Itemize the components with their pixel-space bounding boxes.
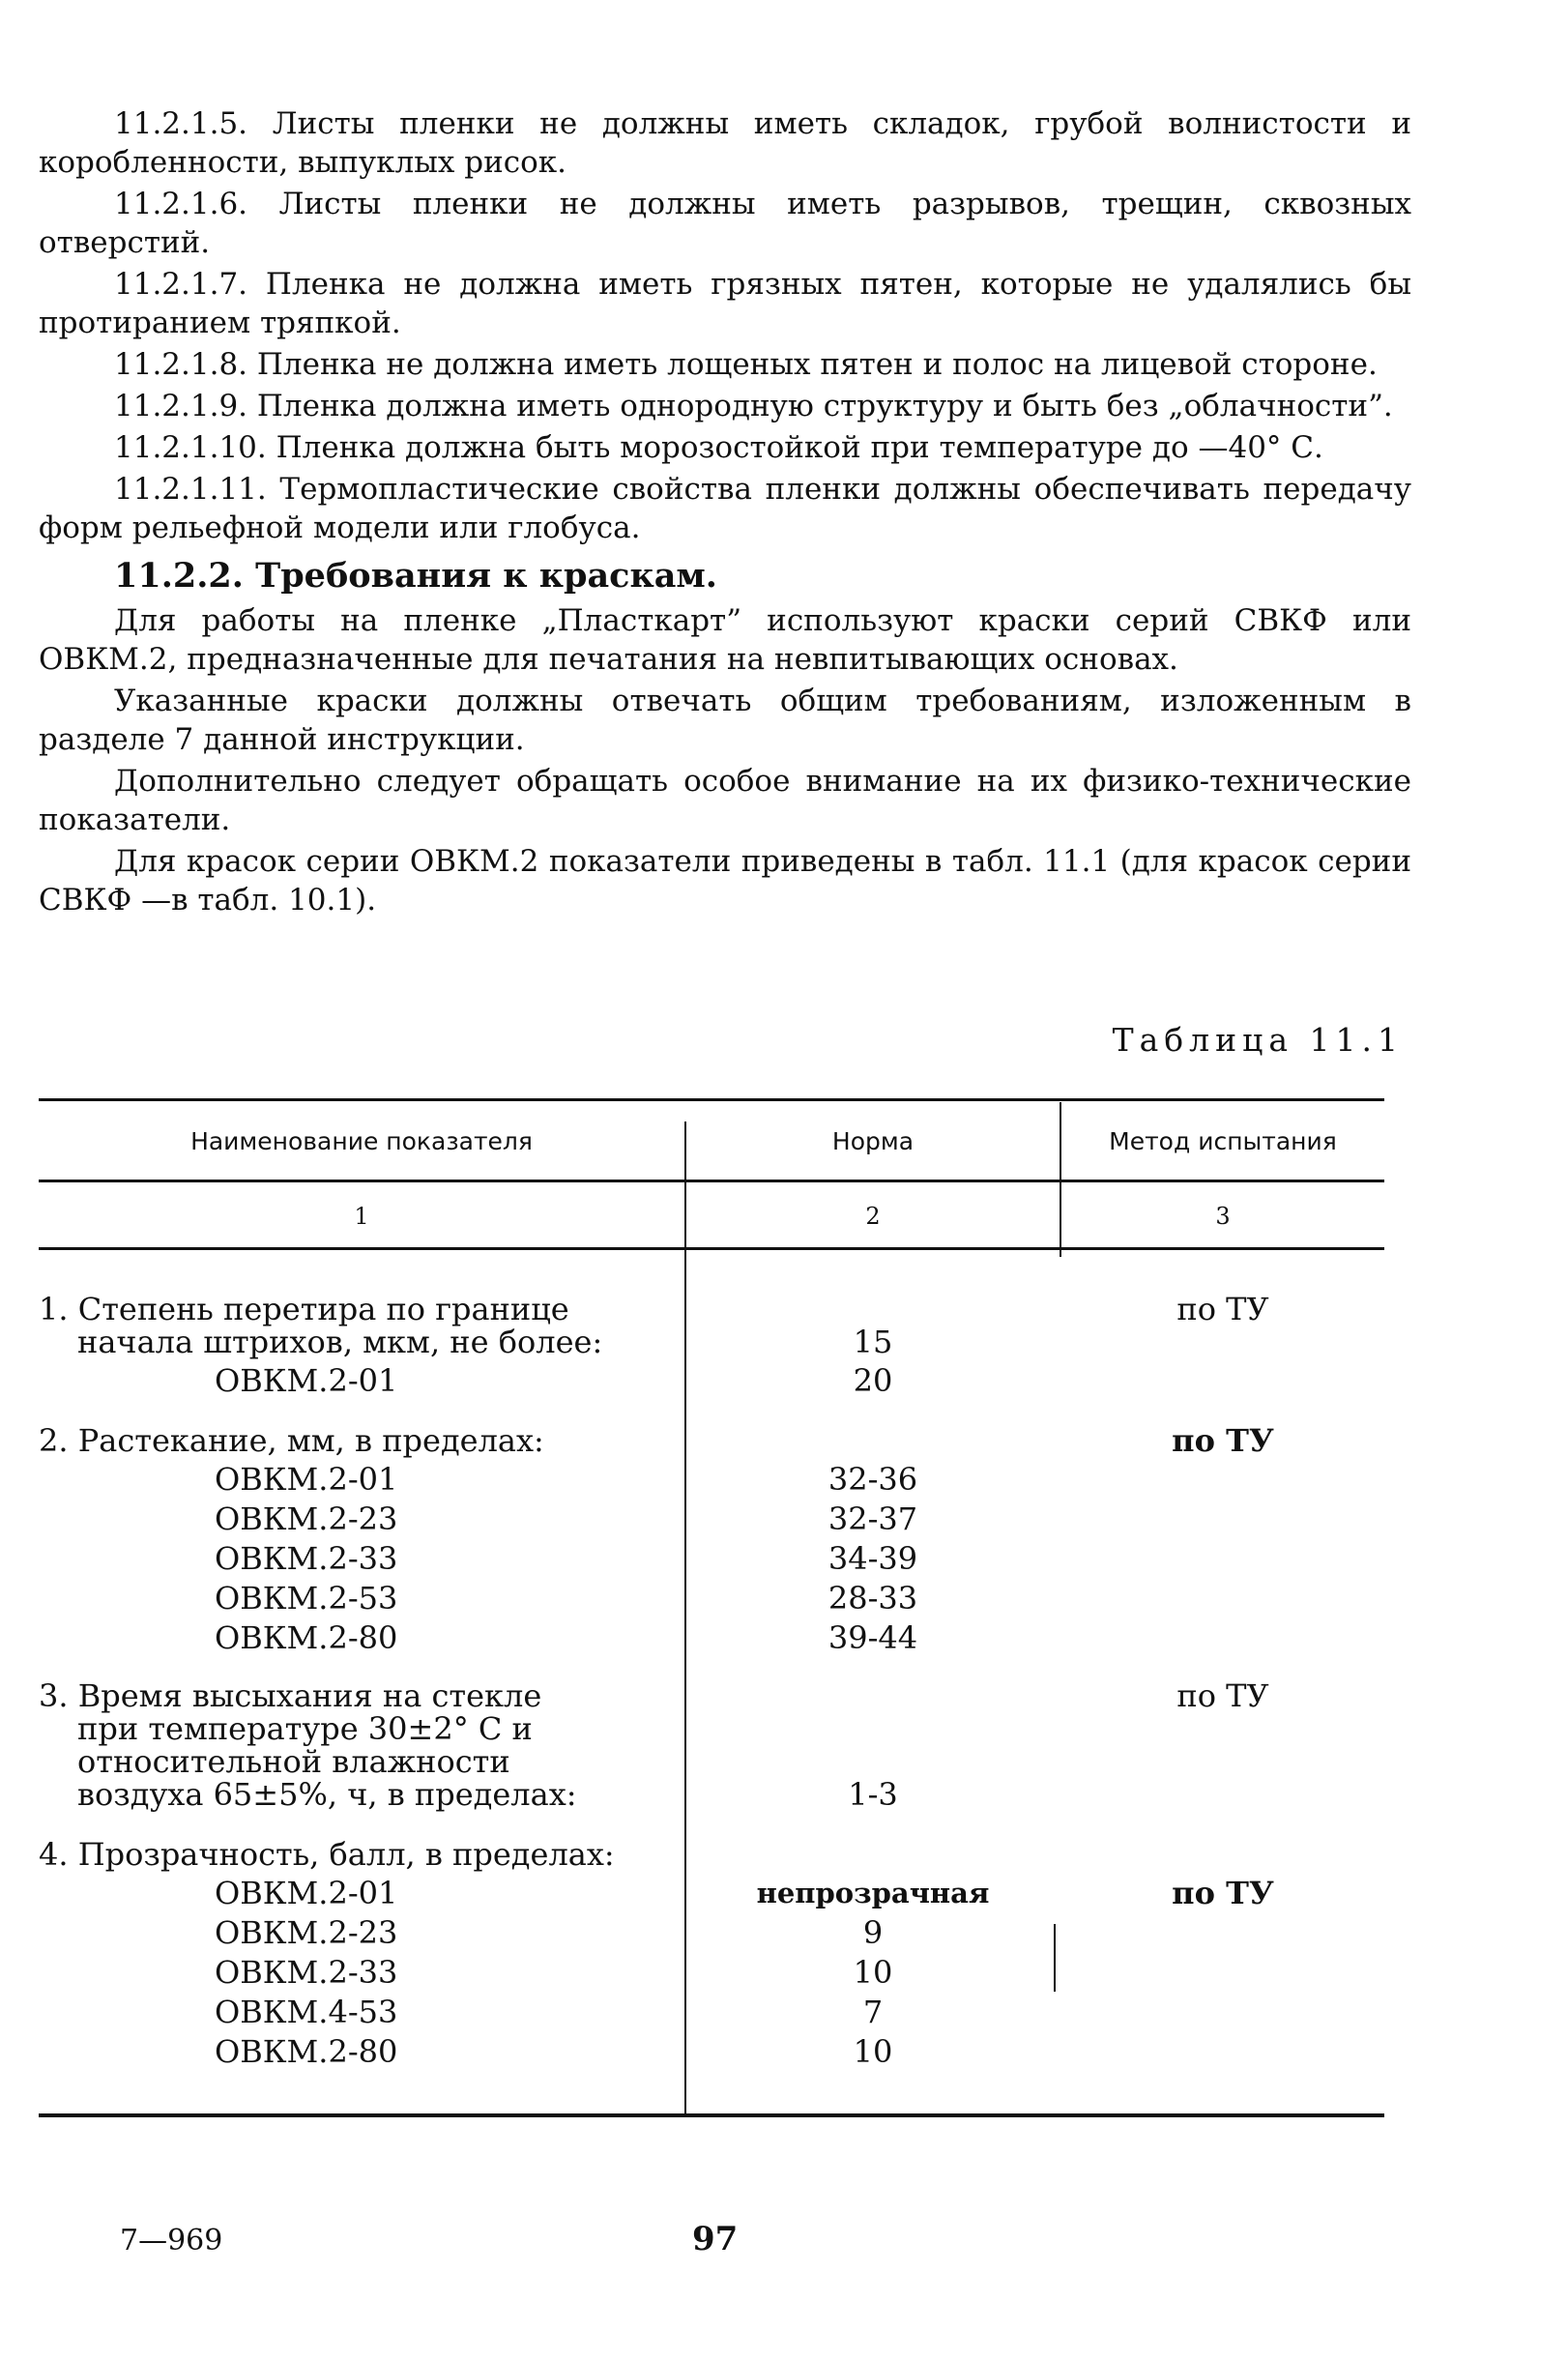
col-number-3: 3 xyxy=(1215,1203,1231,1230)
row-3-name-line-1: 3. Время высыхания на стекле xyxy=(39,1677,542,1714)
paragraph-inks-attention: Дополнительно следует обращать особое внимание на их физико-технические показатели. xyxy=(39,764,1411,837)
row-4-sub-5-norm: 10 xyxy=(853,2033,893,2070)
paragraph-inks-table-ref: Для красок серии ОВКМ.2 показатели приведены в табл. 11.1 (для красок серии СВКФ —в табл. 10.1). xyxy=(39,844,1411,918)
paragraph-11-2-1-10: 11.2.1.10. Пленка должна быть морозостойкой при температуре до —40° С. xyxy=(114,430,1323,465)
col-number-2: 2 xyxy=(865,1203,881,1230)
col-number-1: 1 xyxy=(354,1203,369,1230)
paragraph-11-2-1-8: 11.2.1.8. Пленка не должна иметь лощеных пятен и полос на лицевой стороне. xyxy=(114,347,1378,382)
row-4-name-line-1: 4. Прозрачность, балл, в пределах: xyxy=(39,1836,615,1873)
header-test-method: Метод испытания xyxy=(1109,1127,1337,1155)
paragraph-11-2-1-11: 11.2.1.11. Термопластические свойства пленки должны обеспечивать передачу форм рельефной модели или глобуса. xyxy=(39,472,1411,545)
row-1-sub-1-norm: 20 xyxy=(853,1362,893,1399)
row-1-norm: 15 xyxy=(853,1324,893,1360)
row-2-sub-1-label: ОВКМ.2-01 xyxy=(215,1461,398,1498)
table-col-divider-2 xyxy=(1060,1102,1061,1257)
row-2-sub-2-norm: 32-37 xyxy=(828,1500,918,1537)
table-top-rule xyxy=(39,1098,1384,1101)
header-norm: Норма xyxy=(831,1127,915,1155)
row-2-sub-3-norm: 34-39 xyxy=(828,1540,918,1577)
row-3-method: по ТУ xyxy=(1176,1677,1269,1714)
row-4-sub-4-norm: 7 xyxy=(862,1994,884,2030)
paragraph-inks-intro: Для работы на пленке „Пласткарт” используют краски серий СВКФ или ОВКМ.2, предназначенные для печатания на невпитывающих основах. xyxy=(39,603,1411,677)
row-2-sub-4-label: ОВКМ.2-53 xyxy=(215,1580,398,1617)
table-bottom-rule xyxy=(39,2113,1384,2117)
row-4-sub-3-label: ОВКМ.2-33 xyxy=(215,1954,398,1991)
header-indicator-name: Наименование показателя xyxy=(190,1127,533,1155)
footer-print-code: 7—969 xyxy=(120,2224,223,2258)
row-1-name-line-2: начала штрихов, мкм, не более: xyxy=(77,1324,603,1360)
row-4-sub-1-norm: непрозрачная xyxy=(756,1877,990,1909)
row-2-method: по ТУ xyxy=(1172,1422,1274,1459)
row-3-norm: 1-3 xyxy=(848,1776,898,1813)
table-header-rule xyxy=(39,1180,1384,1182)
row-2-sub-5-label: ОВКМ.2-80 xyxy=(215,1619,398,1656)
paragraph-11-2-1-5: 11.2.1.5. Листы пленки не должны иметь складок, грубой волнистости и коробленности, выпуклых рисок. xyxy=(39,106,1411,180)
body-text xyxy=(39,104,1411,922)
row-2-sub-3-label: ОВКМ.2-33 xyxy=(215,1540,398,1577)
table-caption: Таблица 11.1 xyxy=(1112,1021,1404,1059)
row-4-sub-4-label: ОВКМ.4-53 xyxy=(215,1994,398,2030)
paragraph-inks-requirements: Указанные краски должны отвечать общим требованиям, изложенным в разделе 7 данной инструкции. xyxy=(39,684,1411,757)
row-4-sub-2-label: ОВКМ.2-23 xyxy=(215,1914,398,1951)
row-4-method: по ТУ xyxy=(1172,1875,1274,1911)
row-4-sub-1-label: ОВКМ.2-01 xyxy=(215,1875,398,1911)
row-2-sub-5-norm: 39-44 xyxy=(828,1619,918,1656)
row-3-name-line-3: относительной влажности xyxy=(77,1743,510,1780)
paragraph-11-2-1-7: 11.2.1.7. Пленка не должна иметь грязных пятен, которые не удалялись бы протиранием тряпкой. xyxy=(39,267,1411,340)
paragraph-11-2-1-9: 11.2.1.9. Пленка должна иметь однородную структуру и быть без „облачности”. xyxy=(114,389,1393,423)
row-2-sub-2-label: ОВКМ.2-23 xyxy=(215,1500,398,1537)
row-2-name-line-1: 2. Растекание, мм, в пределах: xyxy=(39,1422,544,1459)
row-1-method: по ТУ xyxy=(1176,1291,1269,1327)
section-heading: 11.2.2. Требования к краскам. xyxy=(114,556,717,596)
row-1-name-line-1: 1. Степень перетира по границе xyxy=(39,1291,569,1327)
paragraph-11-2-1-6: 11.2.1.6. Листы пленки не должны иметь разрывов, трещин, сквозных отверстий. xyxy=(39,187,1411,260)
page-number: 97 xyxy=(692,2220,739,2258)
row-3-name-line-2: при температуре 30±2° С и xyxy=(77,1710,533,1747)
row-4-sub-3-norm: 10 xyxy=(853,1954,893,1991)
row-3-name-line-4: воздуха 65±5%, ч, в пределах: xyxy=(77,1776,577,1813)
row-2-sub-1-norm: 32-36 xyxy=(828,1461,918,1498)
table-colnum-rule xyxy=(39,1247,1384,1250)
row-2-sub-4-norm: 28-33 xyxy=(828,1580,918,1617)
row-4-sub-2-norm: 9 xyxy=(862,1914,884,1951)
row-4-sub-5-label: ОВКМ.2-80 xyxy=(215,2033,398,2070)
row-1-sub-1-label: ОВКМ.2-01 xyxy=(215,1362,398,1399)
